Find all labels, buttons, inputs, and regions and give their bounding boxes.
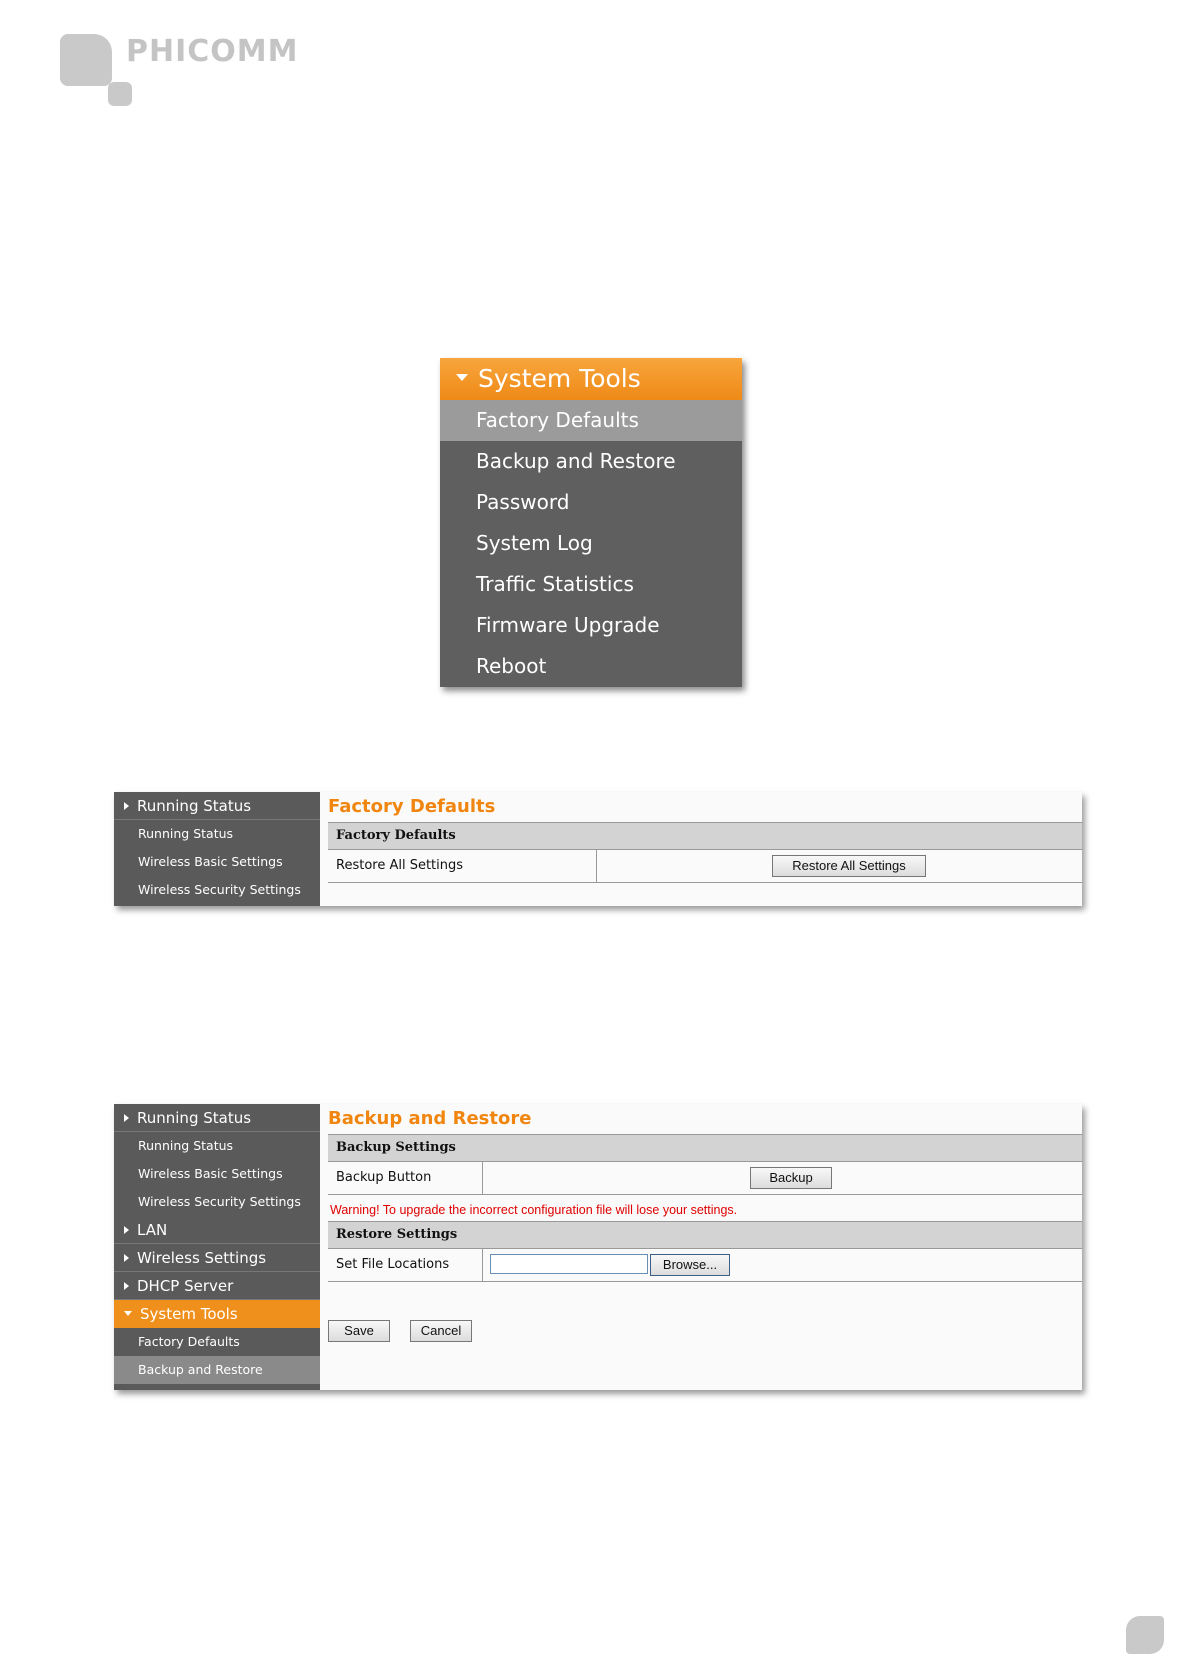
sidebar-group-label: Running Status (137, 1109, 252, 1127)
sidebar-group-label: Wireless Settings (137, 1249, 267, 1267)
warning-message: Warning! To upgrade the incorrect configuration file will lose your settings. (330, 1203, 738, 1217)
logo-mark-small-icon (108, 82, 132, 106)
system-tools-header[interactable] (440, 358, 742, 400)
sidebar-group-system-tools[interactable] (114, 1300, 320, 1328)
file-location-input[interactable] (490, 1254, 648, 1274)
sidebar-group-dhcp-server[interactable] (114, 1272, 320, 1300)
menu-item-reboot[interactable]: Reboot (476, 654, 547, 678)
triangle-down-icon (124, 1311, 132, 1316)
triangle-down-icon (456, 374, 468, 381)
menu-item-password[interactable]: Password (476, 490, 570, 514)
triangle-right-icon (124, 1114, 129, 1122)
save-button[interactable]: Save (328, 1320, 390, 1342)
factory-defaults-screenshot (114, 792, 1082, 906)
sidebar-group-lan[interactable] (114, 1216, 320, 1244)
triangle-right-icon (124, 1282, 129, 1290)
backup-restore-screenshot (114, 1104, 1082, 1390)
sidebar-item-running-status[interactable]: Running Status (138, 826, 234, 841)
page-title: Factory Defaults (328, 796, 496, 817)
main-content (328, 1104, 1082, 1390)
section-header-factory-defaults: Factory Defaults (328, 822, 1082, 850)
triangle-right-icon (124, 1254, 129, 1262)
column-divider (596, 850, 597, 882)
sidebar-group-label: System Tools (140, 1305, 238, 1323)
cancel-button[interactable]: Cancel (410, 1320, 472, 1342)
restore-all-settings-row (328, 850, 1082, 883)
logo-mark-icon (60, 34, 112, 86)
restore-all-settings-button[interactable]: Restore All Settings (772, 855, 926, 877)
menu-item-factory-defaults[interactable]: Factory Defaults (440, 400, 742, 441)
sidebar (114, 792, 320, 906)
sidebar-item-wireless-security-settings[interactable]: Wireless Security Settings (138, 882, 301, 897)
sidebar (114, 1104, 320, 1390)
sidebar-group-label: DHCP Server (137, 1277, 234, 1295)
sidebar-group-running-status[interactable] (114, 792, 320, 820)
phicomm-logo (60, 34, 300, 114)
sidebar-item-wireless-basic-settings[interactable]: Wireless Basic Settings (138, 1166, 283, 1181)
sidebar-item-wireless-security-settings[interactable]: Wireless Security Settings (138, 1194, 301, 1209)
menu-item-backup-and-restore[interactable]: Backup and Restore (476, 449, 676, 473)
column-divider (482, 1162, 483, 1194)
sidebar-group-label: Running Status (137, 797, 252, 815)
sidebar-item-factory-defaults[interactable]: Factory Defaults (138, 1334, 240, 1349)
system-tools-menu (440, 358, 742, 687)
page-corner-icon (1126, 1616, 1164, 1654)
sidebar-group-label: LAN (137, 1221, 168, 1239)
menu-item-system-log[interactable]: System Log (476, 531, 593, 555)
menu-item-firmware-upgrade[interactable]: Firmware Upgrade (476, 613, 660, 637)
backup-button-row (328, 1162, 1082, 1195)
sidebar-group-wireless-settings[interactable] (114, 1244, 320, 1272)
section-header-restore-settings: Restore Settings (328, 1221, 1082, 1249)
column-divider (482, 1249, 483, 1281)
main-content (328, 792, 1082, 906)
menu-item-traffic-statistics[interactable]: Traffic Statistics (476, 572, 634, 596)
triangle-right-icon (124, 802, 129, 810)
sidebar-item-running-status[interactable]: Running Status (138, 1138, 234, 1153)
sidebar-item-backup-and-restore[interactable]: Backup and Restore (114, 1356, 320, 1384)
page-title: Backup and Restore (328, 1108, 532, 1129)
sidebar-group-running-status[interactable] (114, 1104, 320, 1132)
logo-text: PHICOMM (126, 34, 299, 69)
section-header-backup-settings: Backup Settings (328, 1134, 1082, 1162)
triangle-right-icon (124, 1226, 129, 1234)
system-tools-header-label: System Tools (478, 364, 641, 393)
file-location-row (328, 1249, 1082, 1282)
sidebar-item-wireless-basic-settings[interactable]: Wireless Basic Settings (138, 854, 283, 869)
backup-button-label: Backup Button (336, 1170, 432, 1185)
restore-all-settings-label: Restore All Settings (336, 858, 464, 873)
file-location-label: Set File Locations (336, 1257, 450, 1272)
browse-button[interactable]: Browse... (650, 1254, 730, 1276)
backup-button[interactable]: Backup (750, 1167, 832, 1189)
